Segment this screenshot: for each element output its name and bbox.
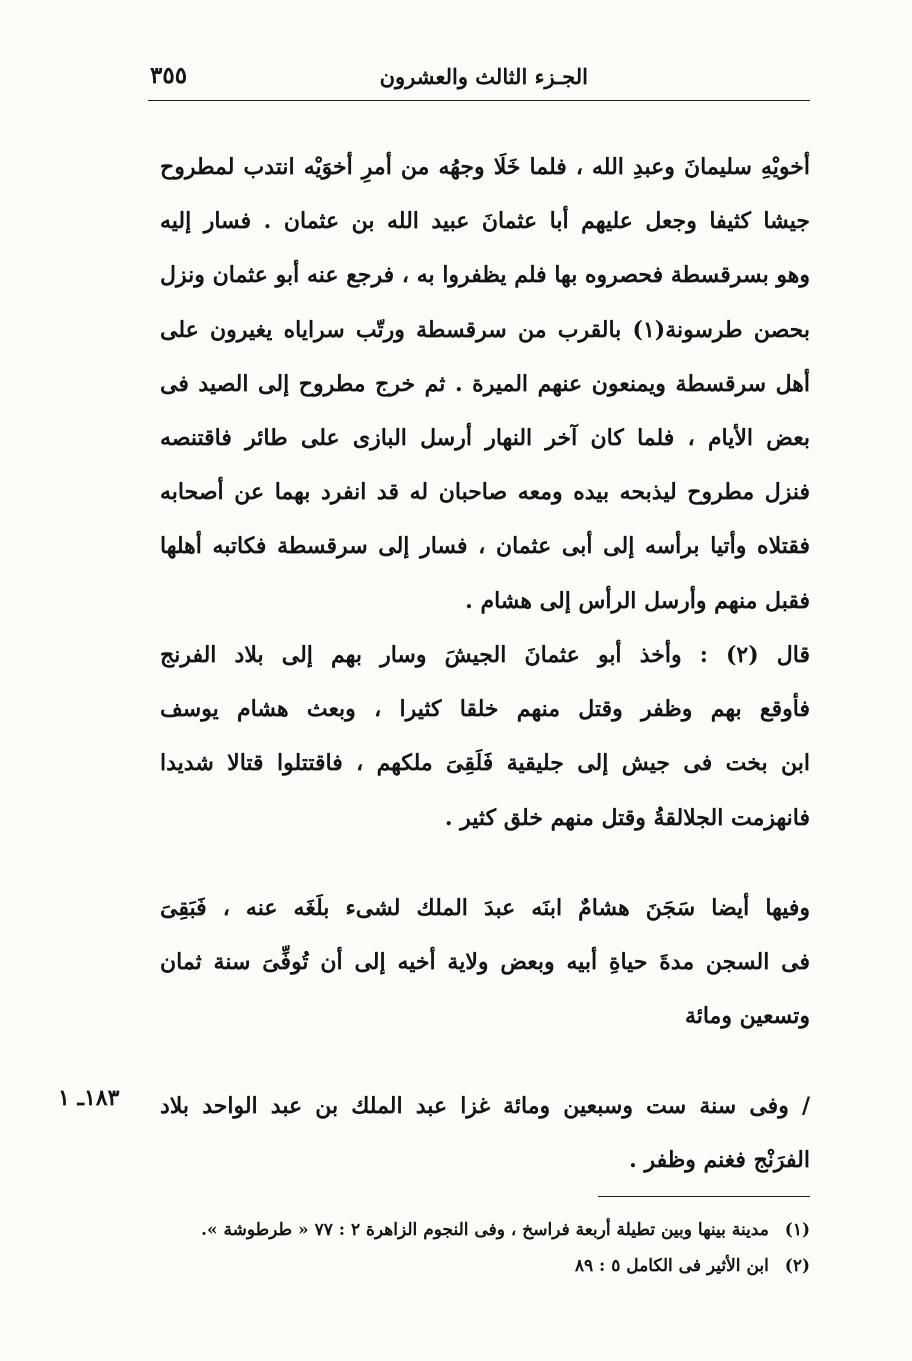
text-line: وفيها أيضا سَجَنَ هشامٌ ابنَه عبدَ الملك لشىء بلَغَه عنه ، فَبَقِىَ bbox=[160, 895, 810, 921]
footnote-2 bbox=[160, 1248, 810, 1284]
text-line: وتسعين ومائة bbox=[684, 1003, 810, 1030]
text-line: وهو بسرقسطة فحصروه بها فلم يظفروا به ، فرجع عنه أبو عثمان ونزل bbox=[160, 262, 810, 289]
text-line: ابن بخت فى جيش إلى جليقية فَلَقِىَ ملكهم ، فاقتتلوا قتالا شديدا bbox=[160, 750, 810, 777]
text-line: بحصن طرسونة(١) بالقرب من سرقسطة ورتّب سراياه يغيرون على bbox=[160, 316, 810, 343]
footnote-text: مدينة بينها وبين تطيلة أربعة فراسخ ، وفى النجوم الزاهرة ٢ : ٧٧ « طرطوشة ». bbox=[201, 1220, 769, 1240]
footnote-number: (٢) bbox=[784, 1256, 810, 1276]
paragraph-4 bbox=[160, 1079, 810, 1187]
page-header bbox=[148, 58, 808, 98]
text-line: بعض الأيام ، فلما كان آخر النهار أرسل البازى على طائر فاقتنصه bbox=[160, 425, 810, 452]
paragraph-3 bbox=[160, 881, 810, 1044]
running-title: الجـزء الثالث والعشرون bbox=[379, 64, 588, 89]
text-line: أخويْهِ سليمانَ وعبدِ الله ، فلما خَلَا وجهُه من أمرِ أخوَيْه انتدب لمطروح bbox=[160, 154, 810, 180]
paragraph-2 bbox=[160, 628, 810, 845]
text-line: فنزل مطروح ليذبحه بيده ومعه صاحبان له قد انفرد بهما عن أصحابه bbox=[160, 479, 810, 506]
paragraph-1 bbox=[160, 140, 810, 628]
text-line: جيشا كثيفا وجعل عليهم أبا عثمانَ عبيد الله بن عثمان . فسار إليه bbox=[160, 208, 810, 235]
page-number: ٣٥٥ bbox=[150, 62, 188, 89]
text-line: فى السجن مدةَ حياةِ أبيه وبعض ولاية أخيه إلى أن تُوفِّىَ سنة ثمان bbox=[160, 949, 810, 976]
text-line: فأوقع بهم وظفر وقتل منهم خلقا كثيرا ، وبعث هشام يوسف bbox=[160, 696, 810, 723]
text-line: فقبل منهم وأرسل الرأس إلى هشام . bbox=[465, 587, 810, 614]
text-line: فانهزمت الجلالقةُ وقتل منهم خلق كثير . bbox=[444, 804, 810, 831]
footnote-1 bbox=[160, 1212, 810, 1248]
footnote-rule bbox=[598, 1196, 810, 1197]
footnote-text: ابن الأثير فى الكامل ٥ : ٨٩ bbox=[574, 1256, 769, 1276]
footnotes bbox=[160, 1212, 810, 1284]
text-line: قال (٢) : وأخذ أبو عثمانَ الجيشَ وسار بهم إلى بلاد الفرنج bbox=[160, 642, 810, 668]
text-line: الفرَنْج فغنم وظفر . bbox=[629, 1147, 810, 1174]
text-line: أهل سرقسطة ويمنعون عنهم الميرة . ثم خرج مطروح إلى الصيد فى bbox=[160, 370, 810, 397]
text-line: فقتلاه وأتيا برأسه إلى أبى عثمان ، فسار إلى سرقسطة فكاتبه أهلها bbox=[160, 533, 810, 560]
header-rule bbox=[148, 100, 810, 101]
margin-reference: ١٨٣ـ ١ bbox=[58, 1085, 120, 1111]
text-line: / وفى سنة ست وسبعين ومائة غزا عبد الملك بن عبد الواحد بلاد bbox=[160, 1093, 810, 1119]
footnote-number: (١) bbox=[784, 1220, 810, 1240]
